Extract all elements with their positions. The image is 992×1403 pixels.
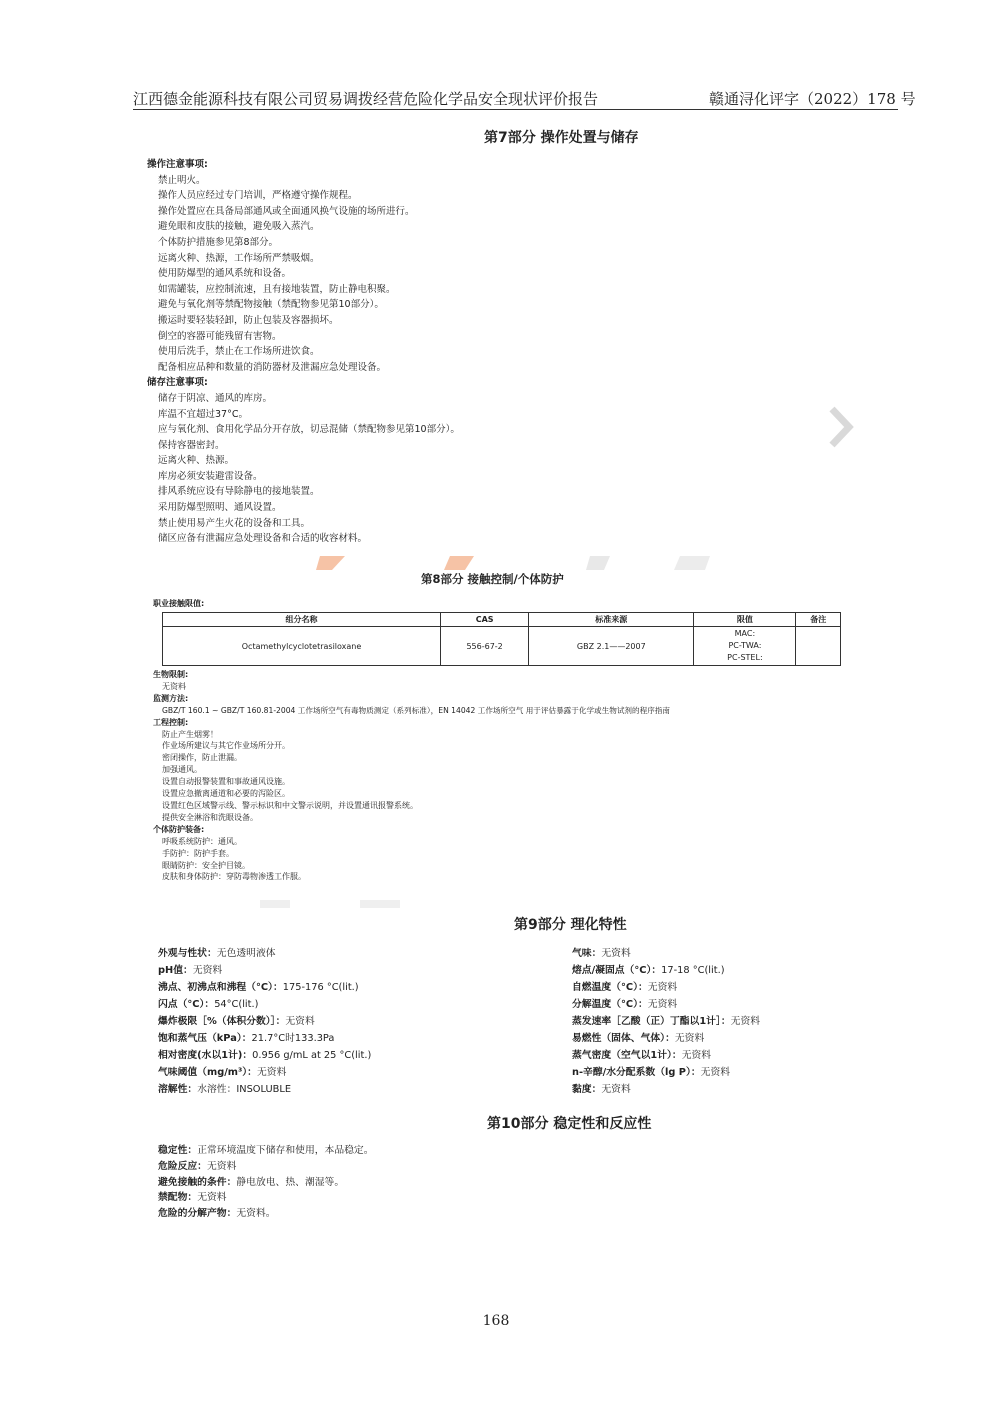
- property-row-label: 沸点、初沸点和沸程（°C）：: [158, 982, 283, 993]
- property-row-label: 黏度：: [572, 1084, 602, 1095]
- property-row: [572, 1064, 760, 1081]
- storage-item: 保持容器密封。: [158, 439, 225, 451]
- property-row: [158, 979, 371, 996]
- stability-row-label: 危险反应：: [158, 1160, 207, 1172]
- monitor-value: GBZ/T 160.1 ~ GBZ/T 160.81-2004 工作场所空气有毒物质测定（系列标准），EN 14042 工作场所空气 用于评估暴露于化学或生物试剂的程序指南: [162, 705, 670, 715]
- handling-item: 如需罐装，应控制流速，且有接地装置，防止静电积聚。: [158, 283, 396, 295]
- note-cell: [796, 627, 841, 666]
- ppe-item: 手防护：防护手套。: [162, 848, 234, 858]
- engineering-heading: 工程控制:: [153, 717, 189, 727]
- property-row: [158, 1047, 371, 1064]
- ppe-item: 眼睛防护：安全护目镜。: [162, 860, 250, 870]
- property-row-label: pH值：: [158, 965, 193, 976]
- property-row-value: 17-18 °C(lit.): [661, 965, 725, 976]
- monitor-heading: 监测方法:: [153, 693, 189, 703]
- stability-row-label: 避免接触的条件：: [158, 1176, 237, 1188]
- property-row-value: 无资料: [601, 948, 631, 959]
- storage-item: 排风系统应设有导除静电的接地装置。: [158, 486, 320, 498]
- handling-item: 禁止明火。: [158, 174, 206, 186]
- table-header-cell: 备注: [796, 613, 841, 627]
- property-row: [158, 996, 371, 1013]
- storage-item: 库温不宜超过37°C。: [158, 408, 248, 420]
- property-row: [572, 945, 760, 962]
- exposure-heading: 职业接触限值:: [153, 599, 205, 608]
- handling-heading: 操作注意事项:: [147, 159, 208, 170]
- engineering-item: 作业场所建议与其它作业场所分开。: [162, 741, 290, 751]
- storage-list: [158, 391, 460, 547]
- engineering-item: 防止产生烟雾！: [162, 729, 218, 739]
- stability-row-value: 无资料。: [236, 1208, 276, 1220]
- ppe-list: [162, 836, 670, 884]
- section7-title: 第7部分 操作处置与储存: [484, 130, 639, 146]
- property-row-value: 无资料: [256, 1067, 287, 1078]
- stability-row: [158, 1159, 374, 1175]
- section8-body: [153, 669, 670, 883]
- stability-row-label: 危险的分解产物：: [158, 1208, 237, 1220]
- storage-item: 库房必须安装避雷设备。: [158, 470, 263, 482]
- property-row-value: 无色透明液体: [216, 948, 276, 959]
- storage-item: 远离火种、热源。: [158, 455, 235, 467]
- handling-item: 使用后洗手，禁止在工作场所进饮食。: [158, 346, 320, 358]
- storage-item: 采用防爆型照明、通风设置。: [158, 502, 282, 514]
- page-number: 168: [482, 1313, 510, 1329]
- stability-row-label: 禁配物：: [158, 1192, 198, 1204]
- handling-list: [158, 173, 460, 376]
- property-row: [572, 1030, 760, 1047]
- property-row-value: 175-176 °C(lit.): [282, 982, 359, 993]
- standard-cell: GBZ 2.1——2007: [529, 627, 694, 666]
- watermark-fragment: [260, 556, 730, 570]
- property-row-label: 气味阈值（mg/m³）：: [158, 1067, 257, 1078]
- property-row-label: 蒸气密度（空气以1计）：: [572, 1050, 682, 1061]
- header-report-title: 江西德金能源科技有限公司贸易调拨经营危险化学品安全现状评价报告: [133, 90, 599, 108]
- property-row: [572, 1081, 760, 1098]
- properties-right-column: [572, 945, 760, 1098]
- storage-item: 储存于阴凉、通风的库房。: [158, 392, 273, 404]
- property-row-label: 爆炸极限［%（体积分数）］：: [158, 1016, 286, 1027]
- property-row-value: 无资料: [681, 1050, 712, 1061]
- property-row-label: 闪点（°C）：: [158, 999, 215, 1010]
- property-row-label: 外观与性状：: [158, 948, 217, 959]
- property-row-value: 无资料: [674, 1033, 705, 1044]
- property-row-value: 无资料: [285, 1016, 315, 1027]
- cas-cell: 556-67-2: [441, 627, 529, 666]
- handling-item: 避免眼和皮肤的接触，避免吸入蒸汽。: [158, 221, 320, 233]
- table-header-cell: CAS: [441, 613, 529, 627]
- property-row-value: 无资料: [192, 965, 223, 976]
- section10-body: [158, 1143, 374, 1222]
- bio-heading: 生物限制:: [153, 670, 189, 679]
- property-row-label: 自燃温度（°C）：: [572, 982, 648, 993]
- table-header-cell: 组分名称: [163, 613, 441, 627]
- storage-item: 禁止使用易产生火花的设备和工具。: [158, 517, 311, 529]
- stability-row: [158, 1190, 374, 1206]
- property-row: [572, 962, 760, 979]
- property-row-label: 溶解性：: [158, 1084, 198, 1095]
- section9-title: 第9部分 理化特性: [514, 917, 627, 933]
- stability-row: [158, 1175, 374, 1191]
- property-row: [158, 1064, 371, 1081]
- section7-body: [147, 157, 460, 547]
- property-row-label: n-辛醇/水分配系数（lg P）：: [572, 1067, 701, 1078]
- stability-row-value: 正常环境温度下储存和使用，本品稳定。: [197, 1145, 374, 1156]
- handling-item: 操作人员应经过专门培训，严格遵守操作规程。: [158, 190, 358, 202]
- stability-row: [158, 1206, 374, 1222]
- exposure-limits-table: [162, 612, 841, 666]
- property-row-value: 21.7°C时133.3Pa: [251, 1033, 335, 1044]
- property-row-label: 分解温度（°C）：: [572, 999, 648, 1010]
- engineering-item: 密闭操作，防止泄漏。: [162, 753, 242, 763]
- table-header-cell: 限值: [694, 613, 796, 627]
- property-row-label: 蒸发速率［乙酸（正）丁酯以1计］：: [572, 1016, 731, 1027]
- stability-row-value: 无资料: [197, 1192, 227, 1204]
- property-row-value: 无资料: [601, 1084, 631, 1095]
- handling-item: 远离火种、热源，工作场所严禁吸烟。: [158, 252, 320, 264]
- handling-item: 个体防护措施参见第8部分。: [158, 236, 279, 248]
- property-row-value: 无资料: [700, 1067, 731, 1078]
- stability-row-value: 无资料: [206, 1160, 237, 1172]
- limit-pc-twa: PC-TWA:: [728, 641, 762, 650]
- chevron-right-icon: [828, 406, 854, 448]
- property-row-value: 水溶性：INSOLUBLE: [197, 1084, 292, 1095]
- ppe-item: 皮肤和身体防护：穿防毒物渗透工作服。: [162, 872, 306, 882]
- header-divider: [133, 109, 898, 110]
- property-row: [572, 996, 760, 1013]
- property-row: [572, 1013, 760, 1030]
- engineering-item: 加强通风。: [162, 765, 202, 775]
- property-row: [158, 1030, 371, 1047]
- engineering-item: 设置红色区域警示线、警示标识和中文警示说明，并设置通讯报警系统。: [162, 800, 418, 810]
- property-row: [158, 1013, 371, 1030]
- engineering-item: 设置自动报警装置和事故通风设施。: [162, 777, 290, 787]
- property-row-value: 无资料: [647, 999, 678, 1010]
- handling-item: 使用防爆型的通风系统和设备。: [158, 268, 292, 280]
- section10-title: 第10部分 稳定性和反应性: [487, 1116, 652, 1132]
- stability-row-value: 静电放电、热、潮湿等。: [236, 1176, 345, 1188]
- property-row: [158, 945, 371, 962]
- property-row: [572, 1047, 760, 1064]
- property-row: [158, 962, 371, 979]
- engineering-item: 提供安全淋浴和洗眼设备。: [162, 812, 258, 822]
- limit-pc-stel: PC-STEL:: [727, 653, 763, 662]
- storage-item: 应与氧化剂、食用化学品分开存放，切忌混储（禁配物参见第10部分）。: [158, 424, 460, 436]
- property-row-value: 0.956 g/mL at 25 °C(lit.): [252, 1050, 372, 1061]
- ppe-item: 呼吸系统防护：通风。: [162, 836, 242, 846]
- property-row: [158, 1081, 371, 1098]
- table-header-cell: 标准来源: [529, 613, 694, 627]
- property-row-value: 无资料: [647, 982, 678, 993]
- handling-item: 配备相应品种和数量的消防器材及泄漏应急处理设备。: [158, 361, 387, 373]
- handling-item: 操作处置应在具备局部通风或全面通风换气设施的场所进行。: [158, 205, 415, 217]
- property-row-label: 气味：: [572, 948, 602, 959]
- handling-item: 搬运时要轻装轻卸，防止包装及容器损坏。: [158, 314, 339, 326]
- section8-title: 第8部分 接触控制/个体防护: [421, 572, 564, 586]
- handling-item: 避免与氧化剂等禁配物接触（禁配物参见第10部分）。: [158, 299, 384, 311]
- engineering-list: [162, 729, 670, 824]
- storage-heading: 储存注意事项:: [147, 377, 208, 389]
- limits-cell: [694, 627, 796, 666]
- bio-value: 无资料: [162, 681, 186, 691]
- storage-item: 储区应备有泄漏应急处理设备和合适的收容材料。: [158, 533, 368, 545]
- watermark-fragment-lower: [240, 898, 760, 910]
- properties-left-column: [158, 945, 371, 1098]
- stability-row-label: 稳定性：: [158, 1145, 198, 1156]
- property-row-value: 无资料: [730, 1016, 761, 1027]
- table-header-row: [163, 613, 841, 627]
- property-row-label: 饱和蒸气压（kPa）：: [158, 1033, 252, 1044]
- limit-mac: MAC:: [734, 629, 756, 638]
- ppe-heading: 个体防护装备:: [153, 824, 205, 834]
- property-row-label: 相对密度(水以1计)：: [158, 1050, 253, 1061]
- engineering-item: 设置应急撤离通道和必要的泻险区。: [162, 789, 290, 799]
- property-row-label: 易燃性（固体、气体）：: [572, 1033, 675, 1044]
- table-row: [163, 627, 841, 666]
- property-row-label: 熔点/凝固点（°C）：: [572, 965, 662, 976]
- header-report-number: 赣通浔化评字（2022）178 号: [709, 90, 916, 108]
- stability-row: [158, 1143, 374, 1159]
- property-row-value: 54°C(lit.): [214, 999, 259, 1010]
- property-row: [572, 979, 760, 996]
- handling-item: 倒空的容器可能残留有害物。: [158, 330, 282, 342]
- component-name-cell: Octamethylcyclotetrasiloxane: [163, 627, 441, 666]
